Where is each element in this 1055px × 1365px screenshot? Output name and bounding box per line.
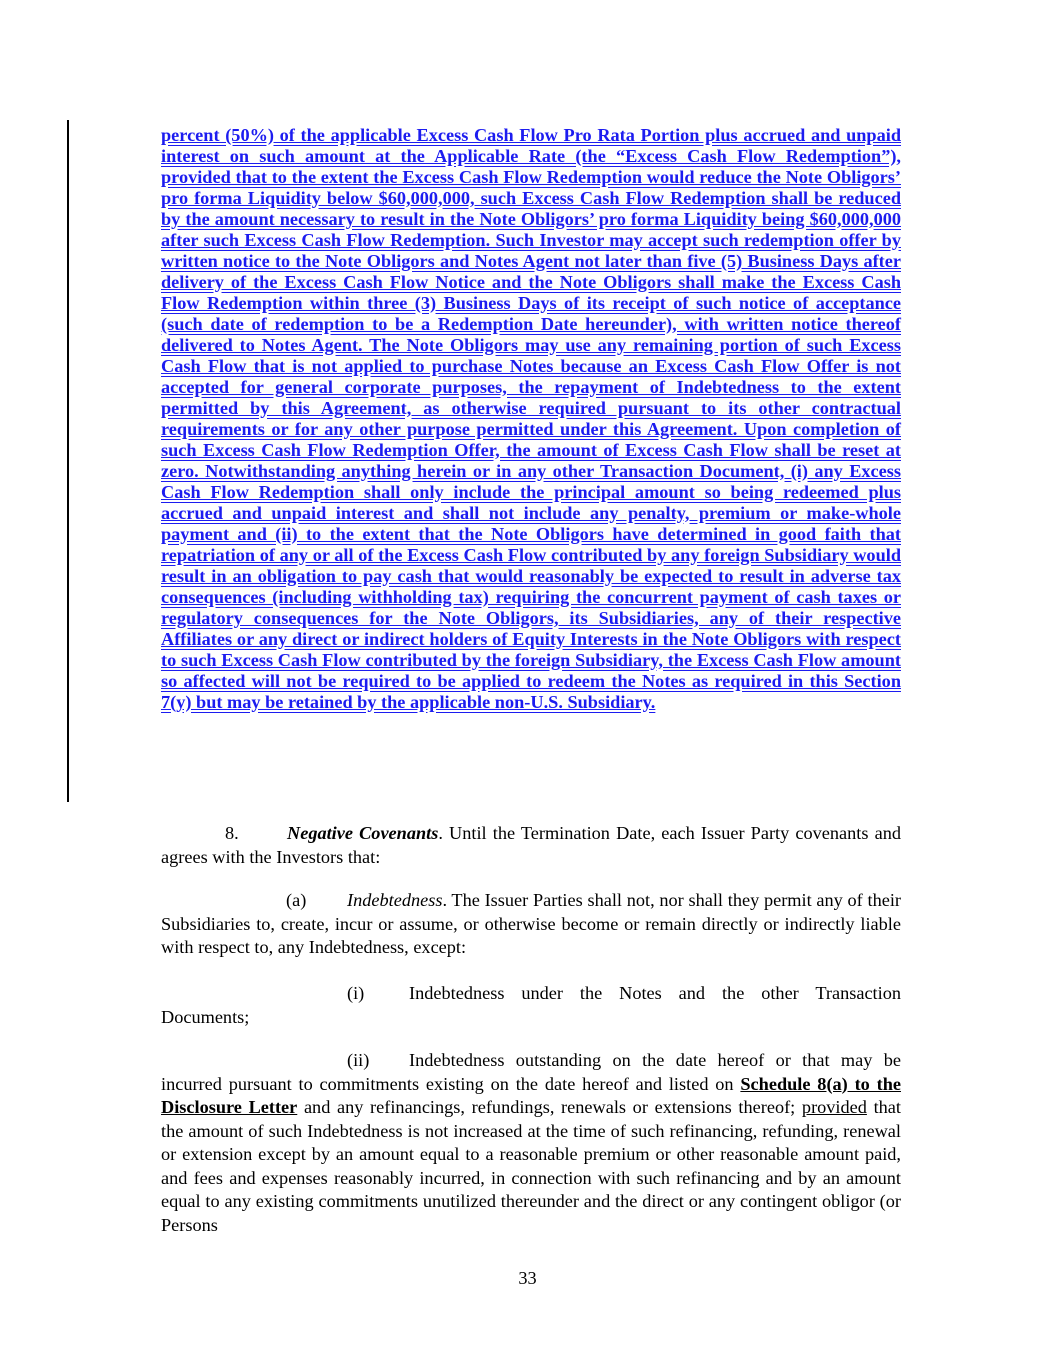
clause-a-number: (a) [286, 890, 307, 910]
section-8-paragraph [161, 822, 901, 869]
revision-change-bar [67, 120, 69, 802]
section-8-heading: Negative Covenants [287, 823, 439, 843]
clause-i-text: Indebtedness under the Notes and the other Transaction Documents; [161, 983, 901, 1027]
inserted-text-excess-cash-flow: percent (50%) of the applicable Excess Cash Flow Pro Rata Portion plus accrued and unpaid interest on such amount at the Applicable Rate (the “Excess Cash Flow Redemption”), provided that to the extent the Excess Cash Flow Redemption would reduce the Note Obligors’ pro forma Liquidity below $60,000,000, such Excess Cash Flow Redemption shall be reduced by the amount necessary to result in the Note Obligors’ pro forma Liquidity being $60,000,000 after such Excess Cash Flow Redemption. Such Investor may accept such redemption offer by written notice to the Note Obligors and Notes Agent not later than five (5) Business Days after delivery of the Excess Cash Flow Notice and the Note Obligors shall make the Excess Cash Flow Redemption within three (3) Business Days of its receipt of such notice of acceptance (such date of redemption to be a Redemption Date hereunder), with written notice thereof delivered to Notes Agent. The Note Obligors may use any remaining portion of such Excess Cash Flow that is not applied to purchase Notes because an Excess Cash Flow Offer is not accepted for general corporate purposes, the repayment of Indebtedness to the extent permitted by this Agreement, as otherwise required pursuant to its other contractual requirements or for any other purpose permitted under this Agreement. Upon completion of such Excess Cash Flow Redemption Offer, the amount of Excess Cash Flow shall be reset at zero. Notwithstanding anything herein or in any other Transaction Document, (i) any Excess Cash Flow Redemption shall only include the principal amount so being redeemed plus accrued and unpaid interest and shall not include any penalty, premium or make-whole payment and (ii) to the extent that the Note Obligors have determined in good faith that repatriation of any or all of the Excess Cash Flow contributed by any foreign Subsidiary would result in an obligation to pay cash that would reasonably be expected to result in adverse tax consequences (including withholding tax) requiring the concurrent payment of cash taxes or regulatory consequences for the Note Obligors, its Subsidiaries, any of their respective Affiliates or any direct or indirect holders of Equity Interests in the Note Obligors with respect to such Excess Cash Flow contributed by the foreign Subsidiary, the Excess Cash Flow amount so affected will not be required to be applied to redeem the Notes as required in this Section 7(y) but may be retained by the applicable non-U.S. Subsidiary. [161, 125, 901, 712]
page-number: 33 [518, 1268, 537, 1288]
clause-i-paragraph [161, 982, 901, 1029]
clause-ii-text-before: Indebtedness outstanding on the date hereof or that may be incurred pursuant to commitments existing on the date hereof and listed on [161, 1050, 901, 1094]
section-8-text: . Until the Termination Date, each Issuer Party covenants and agrees with the Investors that: [161, 823, 901, 867]
clause-ii-text-after: that the amount of such Indebtedness is not increased at the time of such refinancing, refunding, renewal or extension except by an amount equal to a reasonable premium or other reasonable amount paid, and fees and expenses reasonably incurred, in connection with such refinancing and by an amount equal to any existing commitments unutilized thereunder and the direct or any contingent obligor (or Persons [161, 1097, 901, 1235]
clause-i-number: (i) [347, 983, 365, 1003]
clause-a-paragraph [161, 889, 901, 960]
clause-ii-text-middle: and any refinancings, refundings, renewals or extensions thereof; [297, 1097, 802, 1117]
clause-a-text: . The Issuer Parties shall not, nor shall they permit any of their Subsidiaries to, create, incur or assume, or otherwise become or remain directly or indirectly liable with respect to, any Indebtedness, except: [161, 890, 901, 957]
provided-term: provided [801, 1097, 867, 1117]
clause-ii-number: (ii) [347, 1050, 370, 1070]
section-8-number: 8. [225, 823, 239, 843]
clause-a-heading: Indebtedness [347, 890, 443, 910]
schedule-reference: Schedule 8(a) to the Disclosure Letter [161, 1073, 901, 1117]
clause-ii-paragraph [161, 1049, 901, 1237]
